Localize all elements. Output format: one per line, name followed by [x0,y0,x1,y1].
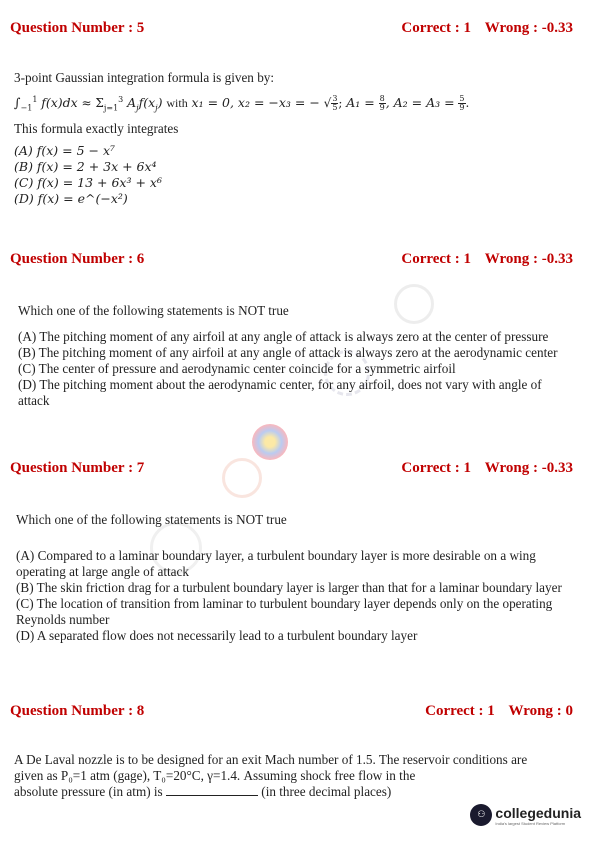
question-7-header [10,460,573,477]
question-number: Question Number : 6 [10,251,145,267]
question-6-body [18,303,575,409]
correct-marks: Correct : 1 [401,251,472,267]
wrong-marks: Wrong : -0.33 [484,20,573,36]
q8-line-3-end: (in three decimal places) [261,784,392,799]
option-d[interactable]: (D) The pitching moment about the aerodynamic center, for any airfoil, does not vary with angle of attack [18,377,542,408]
option-a[interactable]: (A) The pitching moment of any airfoil at any angle of attack is always zero at the center of pressure [18,329,549,344]
option-c[interactable]: (C) The center of pressure and aerodynamic center coincide for a symmetric airfoil [18,361,456,376]
question-7-body [16,512,575,644]
watermark-seal [252,424,288,460]
question-8-body [14,752,575,800]
option-b[interactable]: (B) f(x) = 2 + 3x + 6x⁴ [14,158,157,174]
nodes: x₁ = 0, x₂ = −x₃ = − [191,95,320,110]
wrong-marks: Wrong : -0.33 [484,251,573,267]
gauss-formula: $\int_{-1}^1$ $f(x)dx \approx \Sigma_{j=1}^3$ $A_jf(x_j)$ with x₁ = 0, x₂ = −x₃ = − √ $\frac{3}{5}$ ; A₁ = $\frac{8}{9}$ , A₂ = A₃ = $\frac{5}{9}$ . [14,94,470,113]
weight-a2-a3: , A₂ = A₃ = [385,95,455,110]
marks [391,251,573,268]
question-number: Question Number : 8 [10,703,145,719]
question-5-header [10,20,573,37]
option-d[interactable]: (D) f(x) = e^(−x²) [14,190,128,206]
marks [391,20,573,37]
q8-line-3-start: absolute pressure (in atm) is [14,784,163,799]
logo-name: collegedunia [495,804,581,821]
question-stem: Which one of the following statements is NOT true [18,303,289,318]
question-number: Question Number : 5 [10,20,145,36]
question-5-body [14,70,575,207]
correct-marks: Correct : 1 [401,460,472,476]
q8-line-2 [14,768,575,784]
question-intro: 3-point Gaussian integration formula is given by: [14,70,275,85]
question-number: Question Number : 7 [10,460,145,476]
correct-marks: Correct : 1 [425,703,495,719]
option-c[interactable]: (C) The location of transition from laminar to turbulent boundary layer depends only on the operating Reynolds number [16,596,553,627]
option-b[interactable]: (B) The skin friction drag for a turbulent boundary layer is larger than that for a laminar boundary layer [16,580,562,595]
marks [415,703,573,720]
question-footer: This formula exactly integrates [14,120,179,136]
q8-line-3 [14,784,575,800]
option-b[interactable]: (B) The pitching moment of any airfoil at any angle of attack is always zero at the aerodynamic center [18,345,558,360]
correct-marks: Correct : 1 [401,20,472,36]
q8-line-2-text: given as P₀=1 atm (gage), T₀=20°C, γ=1.4. Assuming shock free flow in the [14,768,416,783]
question-6-header [10,251,573,268]
question-stem: Which one of the following statements is NOT true [16,512,287,527]
logo-icon: ⚇ [470,804,492,826]
formula-with: with [166,96,188,110]
q8-line-1: A De Laval nozzle is to be designed for an exit Mach number of 1.5. The reservoir conditions are [14,752,528,767]
option-c[interactable]: (C) f(x) = 13 + 6x³ + x⁶ [14,174,162,190]
option-a[interactable]: (A) f(x) = 5 − x⁷ [14,142,116,158]
answer-blank[interactable] [166,784,258,796]
weight-a1: A₁ = [346,95,375,110]
wrong-marks: Wrong : -0.33 [484,460,573,476]
collegedunia-logo [470,804,581,826]
option-a[interactable]: (A) Compared to a laminar boundary layer, a turbulent boundary layer is more desirable on a wing operating at large angle of attack [16,548,536,579]
logo-tagline: India's largest Student Review Platform [495,820,566,826]
question-8-header [10,703,573,720]
option-d[interactable]: (D) A separated flow does not necessarily lead to a turbulent boundary layer [16,628,418,643]
marks [391,460,573,477]
wrong-marks: Wrong : 0 [508,703,573,719]
